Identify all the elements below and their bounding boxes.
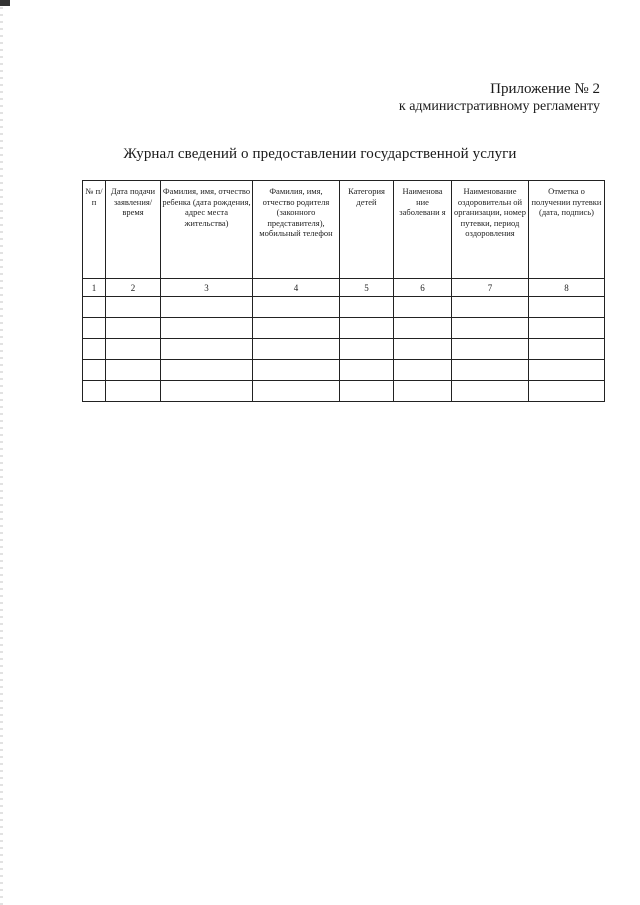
table-cell	[106, 381, 161, 402]
table-cell	[452, 297, 529, 318]
column-number: 8	[529, 279, 605, 297]
journal-table	[82, 180, 605, 402]
header-cell-application-date: Дата подачи заявления/ время	[106, 181, 161, 279]
table-cell	[340, 381, 394, 402]
table-cell	[452, 381, 529, 402]
table-cell	[106, 318, 161, 339]
table-cell	[161, 381, 253, 402]
header-cell-child-category: Категория детей	[340, 181, 394, 279]
table-cell	[83, 318, 106, 339]
table-cell	[106, 360, 161, 381]
table-cell	[106, 339, 161, 360]
appendix-number: Приложение № 2	[490, 81, 600, 97]
table-cell	[83, 297, 106, 318]
appendix-reference: к административному регламенту	[398, 99, 600, 114]
table-cell	[161, 318, 253, 339]
table-cell	[83, 360, 106, 381]
table-cell	[394, 339, 452, 360]
header-row	[83, 181, 605, 279]
table-cell	[394, 381, 452, 402]
table-cell	[161, 360, 253, 381]
table-cell	[452, 360, 529, 381]
table-cell	[394, 297, 452, 318]
column-number: 7	[452, 279, 529, 297]
header-cell-number: № п/п	[83, 181, 106, 279]
header-cell-disease: Наименова ние заболевани я	[394, 181, 452, 279]
table-cell	[106, 297, 161, 318]
table-cell	[161, 297, 253, 318]
appendix-block	[399, 80, 600, 116]
table-cell	[253, 360, 340, 381]
table-cell	[253, 318, 340, 339]
scan-edge-artifact	[0, 0, 3, 905]
table-row	[83, 339, 605, 360]
table-cell	[394, 360, 452, 381]
column-number-row	[83, 279, 605, 297]
table-cell	[340, 360, 394, 381]
table-cell	[529, 381, 605, 402]
table-cell	[529, 339, 605, 360]
table-cell	[529, 318, 605, 339]
table-cell	[340, 339, 394, 360]
table-cell	[161, 339, 253, 360]
table-row	[83, 297, 605, 318]
column-number: 2	[106, 279, 161, 297]
scan-corner-mark	[0, 0, 10, 6]
header-cell-organization: Наименование оздоровительн ой организации, номер путевки, период оздоровления	[452, 181, 529, 279]
table-cell	[83, 381, 106, 402]
header-cell-child-name: Фамилия, имя, отчество ребенка (дата рождения, адрес места жительства)	[161, 181, 253, 279]
column-number: 6	[394, 279, 452, 297]
table-row	[83, 381, 605, 402]
table-row	[83, 360, 605, 381]
table-cell	[452, 339, 529, 360]
table-cell	[452, 318, 529, 339]
column-number: 1	[83, 279, 106, 297]
header-cell-parent-name: Фамилия, имя, отчество родителя (законного представителя), мобильный телефон	[253, 181, 340, 279]
table-cell	[83, 339, 106, 360]
table-cell	[253, 381, 340, 402]
table-cell	[394, 318, 452, 339]
table-cell	[253, 339, 340, 360]
table-row	[83, 318, 605, 339]
column-number: 4	[253, 279, 340, 297]
table-cell	[529, 297, 605, 318]
table-cell	[340, 297, 394, 318]
table-cell	[529, 360, 605, 381]
column-number: 5	[340, 279, 394, 297]
document-title: Журнал сведений о предоставлении государственной услуги	[123, 146, 517, 162]
header-cell-voucher-mark: Отметка о получении путевки (дата, подпись)	[529, 181, 605, 279]
column-number: 3	[161, 279, 253, 297]
table-cell	[253, 297, 340, 318]
table-cell	[340, 318, 394, 339]
